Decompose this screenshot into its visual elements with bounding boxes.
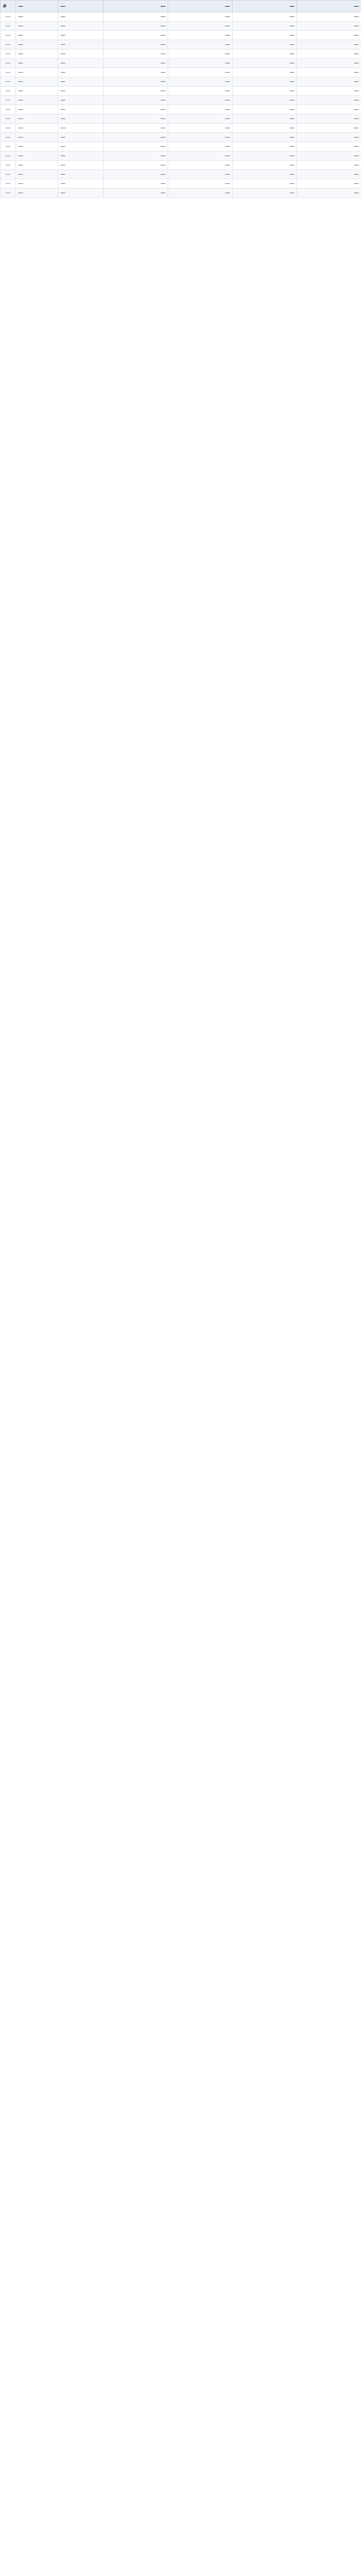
- table-cell: —: [58, 87, 104, 96]
- column-header[interactable]: —: [233, 1, 297, 12]
- table-cell: —: [168, 40, 233, 49]
- table-cell: —: [297, 40, 361, 49]
- table-cell: —: [168, 161, 233, 170]
- table-cell: —: [104, 87, 168, 96]
- table-cell: —: [58, 161, 104, 170]
- table-cell: —: [168, 170, 233, 179]
- table-cell: —: [104, 40, 168, 49]
- table-cell: —: [168, 22, 233, 31]
- table-cell: —: [233, 124, 297, 133]
- table-cell: —: [104, 31, 168, 40]
- table-row[interactable]: [1, 179, 361, 189]
- table-cell: —: [104, 114, 168, 124]
- table-cell: —: [16, 12, 58, 22]
- table-row[interactable]: [1, 170, 361, 179]
- table-cell: —: [16, 179, 58, 189]
- table-cell: —: [297, 170, 361, 179]
- table-row[interactable]: [1, 189, 361, 198]
- table-cell: —: [16, 105, 58, 114]
- table-cell: —: [233, 49, 297, 59]
- table-cell: —: [233, 179, 297, 189]
- table-row[interactable]: [1, 87, 361, 96]
- table-cell: —: [16, 49, 58, 59]
- table-cell: —: [16, 68, 58, 77]
- table-cell: —: [58, 31, 104, 40]
- table-cell: —: [233, 96, 297, 105]
- table-cell: —: [233, 189, 297, 198]
- table-header: [1, 1, 361, 12]
- table-cell: —: [297, 22, 361, 31]
- table-cell: —: [297, 124, 361, 133]
- table-cell: —: [233, 59, 297, 68]
- table-cell: —: [58, 12, 104, 22]
- table-cell: —: [58, 68, 104, 77]
- table-cell: —: [297, 96, 361, 105]
- table-cell: —: [297, 87, 361, 96]
- table-cell: —: [104, 105, 168, 114]
- table-cell: —: [16, 189, 58, 198]
- table-row[interactable]: [1, 40, 361, 49]
- table-cell: —: [58, 77, 104, 87]
- table-row[interactable]: [1, 31, 361, 40]
- table-cell: —: [233, 87, 297, 96]
- table-body: [1, 12, 361, 198]
- table-cell: —: [58, 151, 104, 161]
- table-row[interactable]: [1, 161, 361, 170]
- table-cell: —: [104, 151, 168, 161]
- table-cell: —: [104, 170, 168, 179]
- table-cell: —: [168, 114, 233, 124]
- table-cell: —: [168, 31, 233, 40]
- table-cell: —: [104, 179, 168, 189]
- table-cell: —: [16, 170, 58, 179]
- table-cell: —: [16, 96, 58, 105]
- table-cell: —: [58, 22, 104, 31]
- table-cell: —: [104, 68, 168, 77]
- table-row[interactable]: [1, 133, 361, 142]
- table-cell: —: [233, 142, 297, 151]
- table-cell: —: [16, 133, 58, 142]
- row-rank-cell: —: [1, 124, 16, 133]
- table-cell: —: [58, 49, 104, 59]
- table-cell: —: [168, 12, 233, 22]
- table-cell: —: [233, 114, 297, 124]
- row-rank-cell: —: [1, 189, 16, 198]
- table-row[interactable]: [1, 114, 361, 124]
- table-cell: —: [168, 49, 233, 59]
- table-cell: —: [104, 142, 168, 151]
- table-cell: —: [297, 59, 361, 68]
- table-row[interactable]: [1, 142, 361, 151]
- table-cell: —: [104, 12, 168, 22]
- table-cell: —: [16, 151, 58, 161]
- table-cell: —: [168, 151, 233, 161]
- table-cell: —: [168, 87, 233, 96]
- column-header[interactable]: #: [1, 1, 16, 12]
- table-cell: —: [233, 22, 297, 31]
- row-rank-cell: —: [1, 114, 16, 124]
- row-rank-cell: —: [1, 49, 16, 59]
- row-rank-cell: —: [1, 96, 16, 105]
- row-rank-cell: —: [1, 142, 16, 151]
- table-cell: —: [58, 189, 104, 198]
- row-rank-cell: —: [1, 161, 16, 170]
- table-cell: —: [297, 31, 361, 40]
- table-cell: —: [16, 142, 58, 151]
- row-rank-cell: —: [1, 68, 16, 77]
- column-header[interactable]: —: [16, 1, 58, 12]
- table-cell: —: [233, 40, 297, 49]
- table-cell: —: [168, 124, 233, 133]
- row-rank-cell: —: [1, 179, 16, 189]
- table-cell: —: [297, 77, 361, 87]
- table-row[interactable]: [1, 49, 361, 59]
- table-cell: —: [297, 142, 361, 151]
- table-cell: —: [58, 124, 104, 133]
- table-cell: —: [104, 133, 168, 142]
- table-cell: —: [16, 59, 58, 68]
- table-cell: —: [168, 142, 233, 151]
- table-row[interactable]: [1, 96, 361, 105]
- table-cell: —: [58, 170, 104, 179]
- table-cell: —: [16, 161, 58, 170]
- table-cell: —: [104, 49, 168, 59]
- table-cell: —: [16, 114, 58, 124]
- row-rank-cell: —: [1, 151, 16, 161]
- table-cell: —: [168, 133, 233, 142]
- table-cell: —: [58, 133, 104, 142]
- table-cell: —: [58, 114, 104, 124]
- table-cell: —: [233, 77, 297, 87]
- table-cell: —: [297, 12, 361, 22]
- table-cell: —: [233, 12, 297, 22]
- table-cell: —: [16, 77, 58, 87]
- data-table: [0, 0, 361, 198]
- table-row[interactable]: [1, 12, 361, 22]
- row-rank-cell: —: [1, 31, 16, 40]
- table-cell: —: [233, 170, 297, 179]
- table-cell: —: [58, 142, 104, 151]
- table-cell: —: [297, 161, 361, 170]
- table-cell: —: [233, 151, 297, 161]
- table-cell: —: [297, 105, 361, 114]
- row-rank-cell: —: [1, 133, 16, 142]
- table-cell: —: [104, 96, 168, 105]
- table-row[interactable]: [1, 124, 361, 133]
- table-cell: —: [104, 22, 168, 31]
- table-cell: —: [168, 77, 233, 87]
- table-cell: —: [297, 68, 361, 77]
- table-cell: —: [104, 124, 168, 133]
- table-cell: —: [104, 161, 168, 170]
- table-row[interactable]: [1, 22, 361, 31]
- table-cell: —: [297, 133, 361, 142]
- table-cell: —: [104, 77, 168, 87]
- row-rank-cell: —: [1, 59, 16, 68]
- table-cell: —: [233, 105, 297, 114]
- table-cell: —: [233, 161, 297, 170]
- row-rank-cell: —: [1, 87, 16, 96]
- table-cell: —: [104, 189, 168, 198]
- table-row[interactable]: [1, 59, 361, 68]
- row-rank-cell: —: [1, 170, 16, 179]
- table-cell: —: [58, 96, 104, 105]
- table-cell: —: [16, 87, 58, 96]
- table-cell: —: [297, 114, 361, 124]
- table-row[interactable]: [1, 151, 361, 161]
- table-cell: —: [16, 22, 58, 31]
- table-cell: —: [297, 179, 361, 189]
- table-cell: —: [58, 179, 104, 189]
- table-cell: —: [297, 189, 361, 198]
- column-header[interactable]: —: [297, 1, 361, 12]
- table-cell: —: [168, 179, 233, 189]
- row-rank-cell: —: [1, 77, 16, 87]
- column-header[interactable]: —: [104, 1, 168, 12]
- table-cell: —: [58, 105, 104, 114]
- table-cell: —: [168, 105, 233, 114]
- header-row: [1, 1, 361, 12]
- table-cell: —: [297, 49, 361, 59]
- row-rank-cell: —: [1, 105, 16, 114]
- table-cell: —: [16, 40, 58, 49]
- table-cell: —: [168, 96, 233, 105]
- table-cell: —: [104, 59, 168, 68]
- table-cell: —: [58, 59, 104, 68]
- table-cell: —: [168, 59, 233, 68]
- table-cell: —: [233, 31, 297, 40]
- table-cell: —: [16, 124, 58, 133]
- row-rank-cell: —: [1, 40, 16, 49]
- table-row[interactable]: [1, 77, 361, 87]
- column-header[interactable]: —: [58, 1, 104, 12]
- table-cell: —: [16, 31, 58, 40]
- table-cell: —: [233, 133, 297, 142]
- table-row[interactable]: [1, 105, 361, 114]
- column-header[interactable]: —: [168, 1, 233, 12]
- table-row[interactable]: [1, 68, 361, 77]
- table-cell: —: [168, 68, 233, 77]
- table-cell: —: [233, 68, 297, 77]
- row-rank-cell: —: [1, 12, 16, 22]
- table-cell: —: [297, 151, 361, 161]
- table-cell: —: [58, 40, 104, 49]
- table-cell: —: [168, 189, 233, 198]
- data-table-container: [0, 0, 361, 198]
- row-rank-cell: —: [1, 22, 16, 31]
